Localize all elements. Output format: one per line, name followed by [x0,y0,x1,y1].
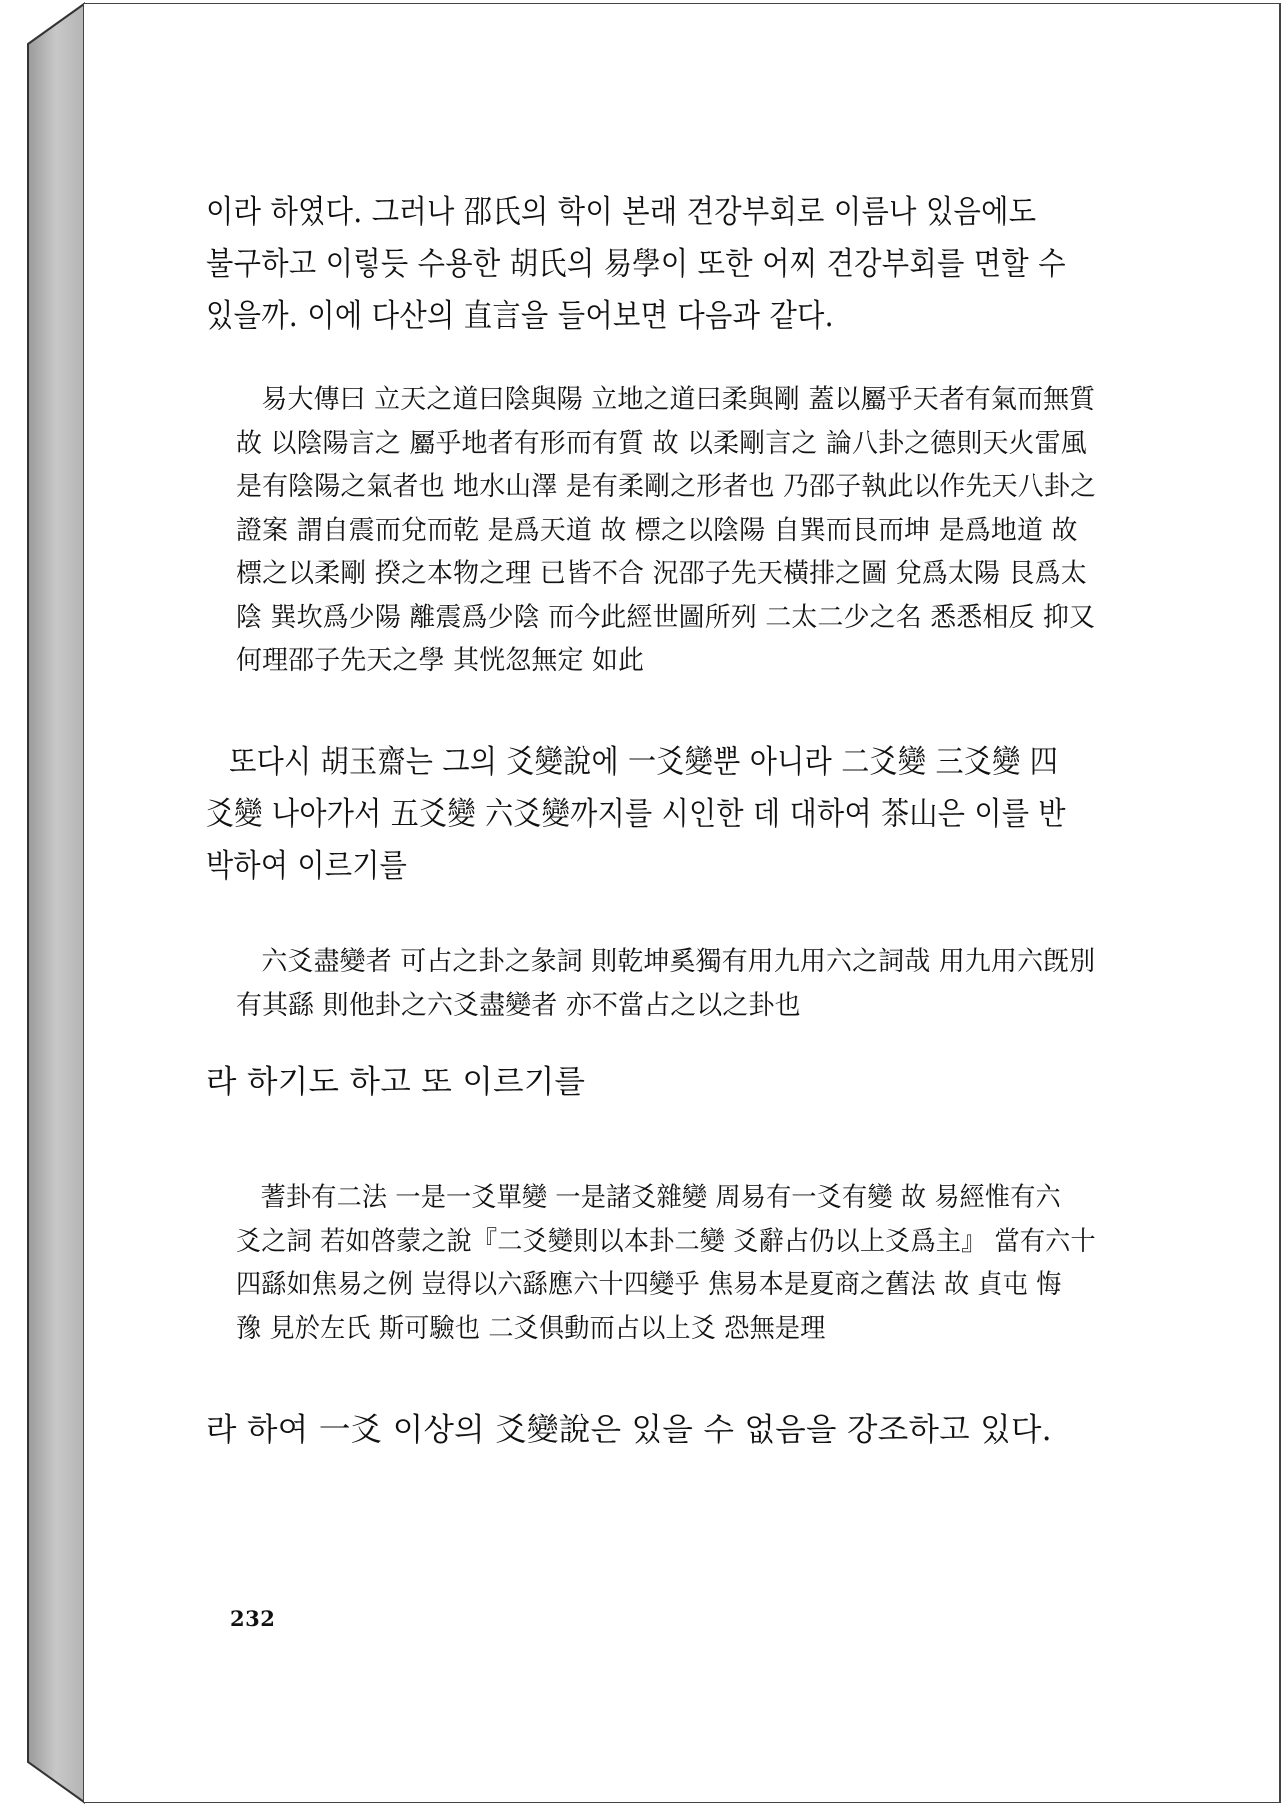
quote-line: 六爻盡變者 可占之卦之彖詞 則乾坤奚獨有用九用六之詞哉 用九用六旣別 [261,946,1096,977]
quote-line: 四繇如焦易之例 豈得以六繇應六十四變乎 焦易本是夏商之舊法 故 貞屯 悔 [236,1269,1062,1300]
page [84,4,1279,1802]
quote-line: 是有陰陽之氣者也 地水山澤 是有柔剛之形者也 乃邵子執此以作先天八卦之 [236,471,1097,502]
text-line: 불구하고 이렇듯 수용한 胡氏의 易學이 또한 어찌 견강부회를 면할 수 [206,246,1066,282]
text-line: 있을까. 이에 다산의 直言을 들어보면 다음과 같다. [206,298,834,334]
text-line: 또다시 胡玉齋는 그의 爻變說에 一爻變뿐 아니라 二爻變 三爻變 四 [229,744,1059,780]
quotation-3 [206,1176,1143,1350]
text-line: 라 하여 一爻 이상의 爻變說은 있을 수 없음을 강조하고 있다. [206,1412,1052,1448]
quotation-1 [206,378,1116,683]
paragraph-3 [206,1056,585,1108]
quote-line: 標之以柔剛 揆之本物之理 已皆不合 況邵子先天橫排之圖 兌爲太陽 艮爲太 [236,558,1087,589]
quote-line: 何理邵子先天之學 其恍忽無定 如此 [236,645,645,676]
quote-line: 易大傳曰 立天之道曰陰與陽 立地之道曰柔與剛 蓋以屬乎天者有氣而無質 [261,384,1096,415]
page-number: 232 [230,1606,276,1631]
quote-line: 陰 巽坎爲少陽 離震爲少陰 而今此經世圖所列 二太二少之名 悉悉相反 抑又 [236,601,1096,633]
quote-line: 證案 謂自震而兌而乾 是爲天道 故 標之以陰陽 自巽而艮而坤 是爲地道 故 [236,514,1078,546]
quote-line: 豫 見於左氏 斯可驗也 二爻俱動而占以上爻 恐無是理 [236,1312,826,1344]
quote-line: 爻之詞 若如啓蒙之說『二爻變則以本卦二變 爻辭占仍以上爻爲主』 當有六十 [236,1225,1096,1257]
paragraph-4 [206,1404,1052,1456]
quotation-2 [206,940,1116,1027]
quote-line: 有其繇 則他卦之六爻盡變者 亦不當占之以之卦也 [236,989,801,1021]
quote-line: 蓍卦有二法 一是一爻單變 一是諸爻雜變 周易有一爻有變 故 易經惟有六 [260,1182,1061,1213]
quote-line: 故 以陰陽言之 屬乎地者有形而有質 故 以柔剛言之 論八卦之德則天火雷風 [236,427,1087,459]
text-line: 라 하기도 하고 또 이르기를 [206,1064,586,1100]
paragraph-1 [206,186,1164,342]
text-line: 爻變 나아가서 五爻變 六爻變까지를 시인한 데 대하여 茶山은 이를 반 [206,796,1066,832]
paragraph-2 [206,736,1170,892]
text-line: 이라 하였다. 그러나 邵氏의 학이 본래 견강부회로 이름나 있음에도 [206,194,1037,230]
text-line: 박하여 이르기를 [206,848,408,884]
book-spine [28,4,84,1802]
